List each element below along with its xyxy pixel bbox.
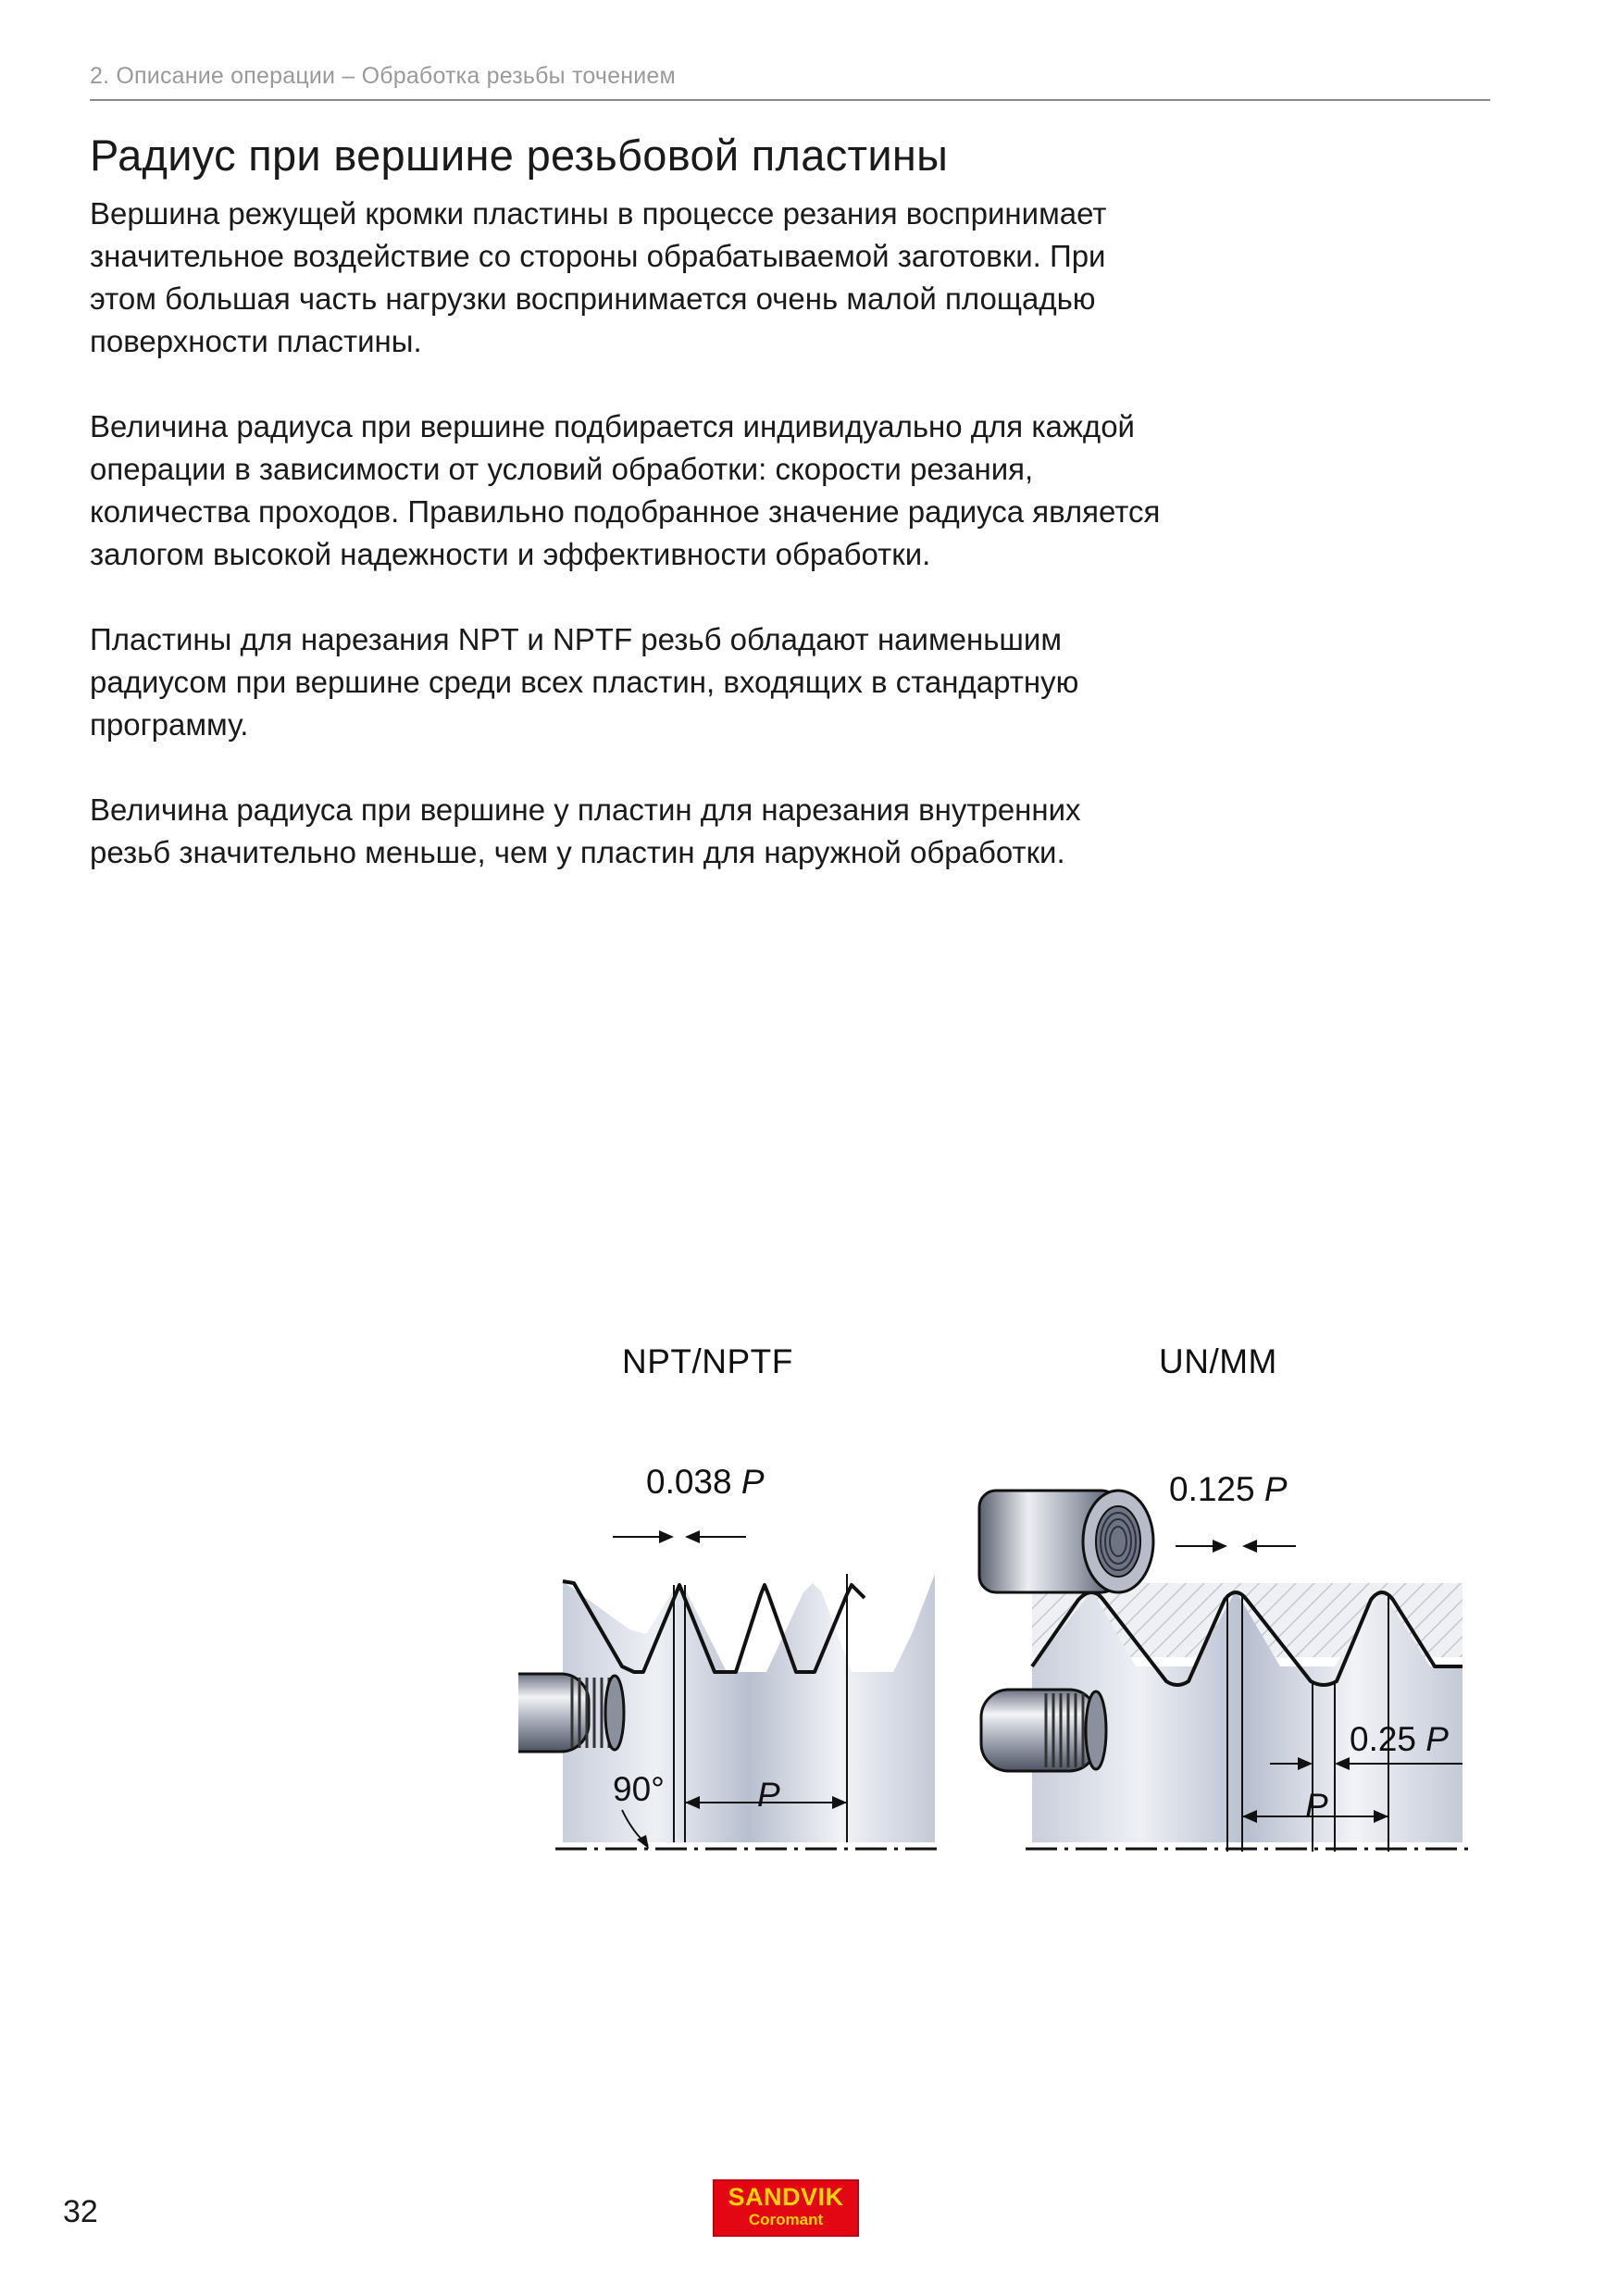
paragraph: Пластины для нарезания NPT и NPTF резьб обладают наименьшим радиусом при вершине среди всех пластин, входящих в стандартную программу. xyxy=(90,622,1079,742)
logo-bottom-text: Coromant xyxy=(748,2211,824,2228)
npt-caption: NPT/NPTF xyxy=(622,1342,793,1380)
paragraph: Величина радиуса при вершине у пластин для нарезания внутренних резьб значительно меньше, чем у пластин для наружной обработки. xyxy=(90,792,1081,869)
npt-crest-symbol: P xyxy=(741,1463,765,1501)
npt-crest-value: 0.038 xyxy=(646,1463,732,1501)
npt-pitch-label: P xyxy=(757,1776,780,1814)
body-text xyxy=(90,193,1164,917)
unmm-caption: UN/MM xyxy=(1159,1342,1277,1380)
unmm-root-dimension xyxy=(1350,1720,1449,1759)
breadcrumb: 2. Описание операции – Обработка резьбы точением xyxy=(90,63,676,89)
logo-top-text: SANDVIK xyxy=(728,2183,844,2211)
paragraph: Вершина режущей кромки пластины в процессе резания воспринимает значительное воздействие со стороны обрабатываемой заготовки. При этом большая часть нагрузки воспринимается очень малой площадью поверхности пластины. xyxy=(90,196,1107,358)
npt-angle-label: 90° xyxy=(613,1770,665,1808)
header-rule xyxy=(90,99,1490,101)
page-number: 32 xyxy=(63,2194,98,2229)
unmm-root-value: 0.25 xyxy=(1350,1720,1417,1758)
npt-tool-insert xyxy=(518,1674,624,1752)
npt-crest-dimension xyxy=(646,1463,765,1502)
unmm-pitch-label: P xyxy=(1305,1787,1328,1825)
unmm-tool-insert xyxy=(981,1690,1106,1771)
unmm-crest-symbol: P xyxy=(1263,1470,1288,1508)
unmm-crest-value: 0.125 xyxy=(1169,1470,1255,1508)
sandvik-logo xyxy=(713,2179,859,2237)
paragraph: Величина радиуса при вершине подбирается индивидуально для каждой операции в зависимости от условий обработки: скорости резания, количества проходов. Правильно подобранное значение радиуса является залогом высокой надежности и эффективности обработки. xyxy=(90,409,1161,571)
page-title: Радиус при вершине резьбовой пластины xyxy=(90,131,949,180)
unmm-root-symbol: P xyxy=(1425,1720,1449,1758)
unmm-crest-dimension xyxy=(1169,1470,1288,1509)
thread-profile-drawing xyxy=(518,1352,1500,1870)
thread-profile-figure xyxy=(518,1342,1500,1870)
unmm-nut xyxy=(979,1491,1153,1592)
